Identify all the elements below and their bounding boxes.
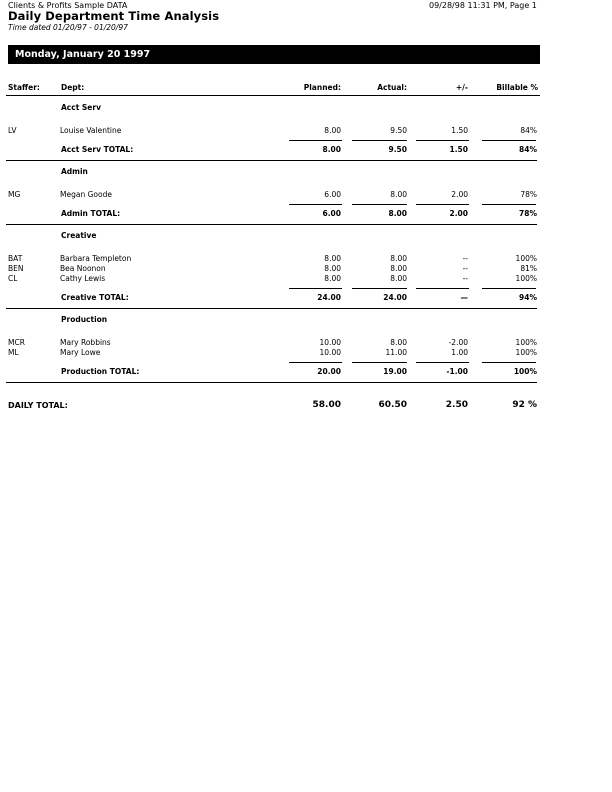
value-actual: 8.00 xyxy=(390,264,407,273)
value-planned: 8.00 xyxy=(324,126,341,135)
value-diff: 2.00 xyxy=(451,190,468,199)
value-billable: 100% xyxy=(515,348,537,357)
staffer-name: Mary Lowe xyxy=(60,348,101,357)
total-diff: 2.00 xyxy=(449,209,468,218)
department-total-label: Acct Serv TOTAL: xyxy=(61,145,134,154)
staffer-name: Barbara Templeton xyxy=(60,254,132,263)
day-label: Monday, January 20 1997 xyxy=(15,49,151,60)
daily-total-diff: 2.50 xyxy=(445,400,468,410)
total-billable: 78% xyxy=(519,209,537,218)
subtotal-rule xyxy=(482,362,536,363)
value-actual: 8.00 xyxy=(390,190,407,199)
staffer-code: BEN xyxy=(8,264,24,273)
value-diff: -- xyxy=(462,264,468,273)
staffer-code: CL xyxy=(8,274,18,283)
total-planned: 24.00 xyxy=(317,293,341,302)
department-name: Admin xyxy=(61,167,88,176)
total-billable: 84% xyxy=(519,145,537,154)
staffer-code: ML xyxy=(8,348,19,357)
daily-total-planned: 58.00 xyxy=(312,400,341,410)
daily-total-billable: 92 % xyxy=(512,400,537,410)
staffer-name: Louise Valentine xyxy=(60,126,122,135)
subtotal-rule xyxy=(289,204,342,205)
department-name: Production xyxy=(61,315,108,324)
subtotal-rule xyxy=(352,362,407,363)
value-actual: 8.00 xyxy=(390,254,407,263)
department-total-label: Creative TOTAL: xyxy=(61,293,129,302)
value-billable: 84% xyxy=(520,126,537,135)
total-diff: 1.50 xyxy=(449,145,468,154)
staffer-name: Mary Robbins xyxy=(60,338,111,347)
department-total-label: Production TOTAL: xyxy=(61,367,140,376)
value-planned: 8.00 xyxy=(324,264,341,273)
subtotal-rule xyxy=(352,204,407,205)
daily-total-label: DAILY TOTAL: xyxy=(8,401,68,410)
staffer-name: Cathy Lewis xyxy=(60,274,106,283)
total-actual: 24.00 xyxy=(383,293,407,302)
col-header-dept: Dept: xyxy=(61,83,85,92)
subtotal-rule xyxy=(352,288,407,289)
value-planned: 10.00 xyxy=(319,348,341,357)
subtotal-rule xyxy=(416,140,469,141)
value-actual: 8.00 xyxy=(390,338,407,347)
report-title: Daily Department Time Analysis xyxy=(8,9,220,23)
value-planned: 10.00 xyxy=(319,338,341,347)
value-planned: 8.00 xyxy=(324,254,341,263)
col-header-billable: Billable % xyxy=(496,83,538,92)
staffer-code: MCR xyxy=(8,338,25,347)
col-header-actual: Actual: xyxy=(377,83,407,92)
value-billable: 81% xyxy=(520,264,537,273)
total-actual: 9.50 xyxy=(388,145,407,154)
value-actual: 11.00 xyxy=(385,348,407,357)
value-diff: 1.50 xyxy=(451,126,468,135)
subtotal-rule xyxy=(289,140,342,141)
department-name: Creative xyxy=(61,231,97,240)
value-diff: 1.00 xyxy=(451,348,468,357)
value-actual: 9.50 xyxy=(390,126,407,135)
value-billable: 100% xyxy=(515,338,537,347)
col-header-staffer: Staffer: xyxy=(8,83,40,92)
staffer-name: Megan Goode xyxy=(60,190,112,199)
company-name: Clients & Profits Sample DATA xyxy=(8,1,128,10)
value-diff: -- xyxy=(462,274,468,283)
department-divider xyxy=(6,308,537,309)
subtotal-rule xyxy=(482,288,536,289)
subtotal-rule xyxy=(416,288,469,289)
department-divider xyxy=(6,382,537,383)
value-planned: 6.00 xyxy=(324,190,341,199)
subtotal-rule xyxy=(352,140,407,141)
day-banner xyxy=(8,45,540,64)
staffer-code: LV xyxy=(8,126,17,135)
subtotal-rule xyxy=(289,288,342,289)
value-billable: 100% xyxy=(515,274,537,283)
col-header-diff: +/- xyxy=(455,83,468,92)
date-range: Time dated 01/20/97 - 01/20/97 xyxy=(8,23,128,32)
total-billable: 94% xyxy=(519,293,537,302)
staffer-code: MG xyxy=(8,190,21,199)
subtotal-rule xyxy=(416,204,469,205)
value-diff: -- xyxy=(462,254,468,263)
value-planned: 8.00 xyxy=(324,274,341,283)
total-billable: 100% xyxy=(513,367,537,376)
total-diff: -1.00 xyxy=(446,367,468,376)
print-timestamp: 09/28/98 11:31 PM, Page 1 xyxy=(429,1,537,10)
value-diff: -2.00 xyxy=(448,338,468,347)
subtotal-rule xyxy=(289,362,342,363)
total-actual: 8.00 xyxy=(388,209,407,218)
col-header-planned: Planned: xyxy=(303,83,341,92)
total-diff: — xyxy=(460,293,468,302)
value-billable: 100% xyxy=(515,254,537,263)
department-name: Acct Serv xyxy=(61,103,101,112)
department-total-label: Admin TOTAL: xyxy=(61,209,121,218)
subtotal-rule xyxy=(482,140,536,141)
total-planned: 6.00 xyxy=(322,209,341,218)
department-divider xyxy=(6,160,537,161)
total-actual: 19.00 xyxy=(383,367,407,376)
staffer-code: BAT xyxy=(8,254,23,263)
staffer-name: Bea Noonon xyxy=(60,264,106,273)
header-divider xyxy=(6,95,540,96)
total-planned: 20.00 xyxy=(317,367,341,376)
daily-total-actual: 60.50 xyxy=(378,400,407,410)
department-divider xyxy=(6,224,537,225)
value-actual: 8.00 xyxy=(390,274,407,283)
value-billable: 78% xyxy=(520,190,537,199)
total-planned: 8.00 xyxy=(322,145,341,154)
subtotal-rule xyxy=(482,204,536,205)
subtotal-rule xyxy=(416,362,469,363)
